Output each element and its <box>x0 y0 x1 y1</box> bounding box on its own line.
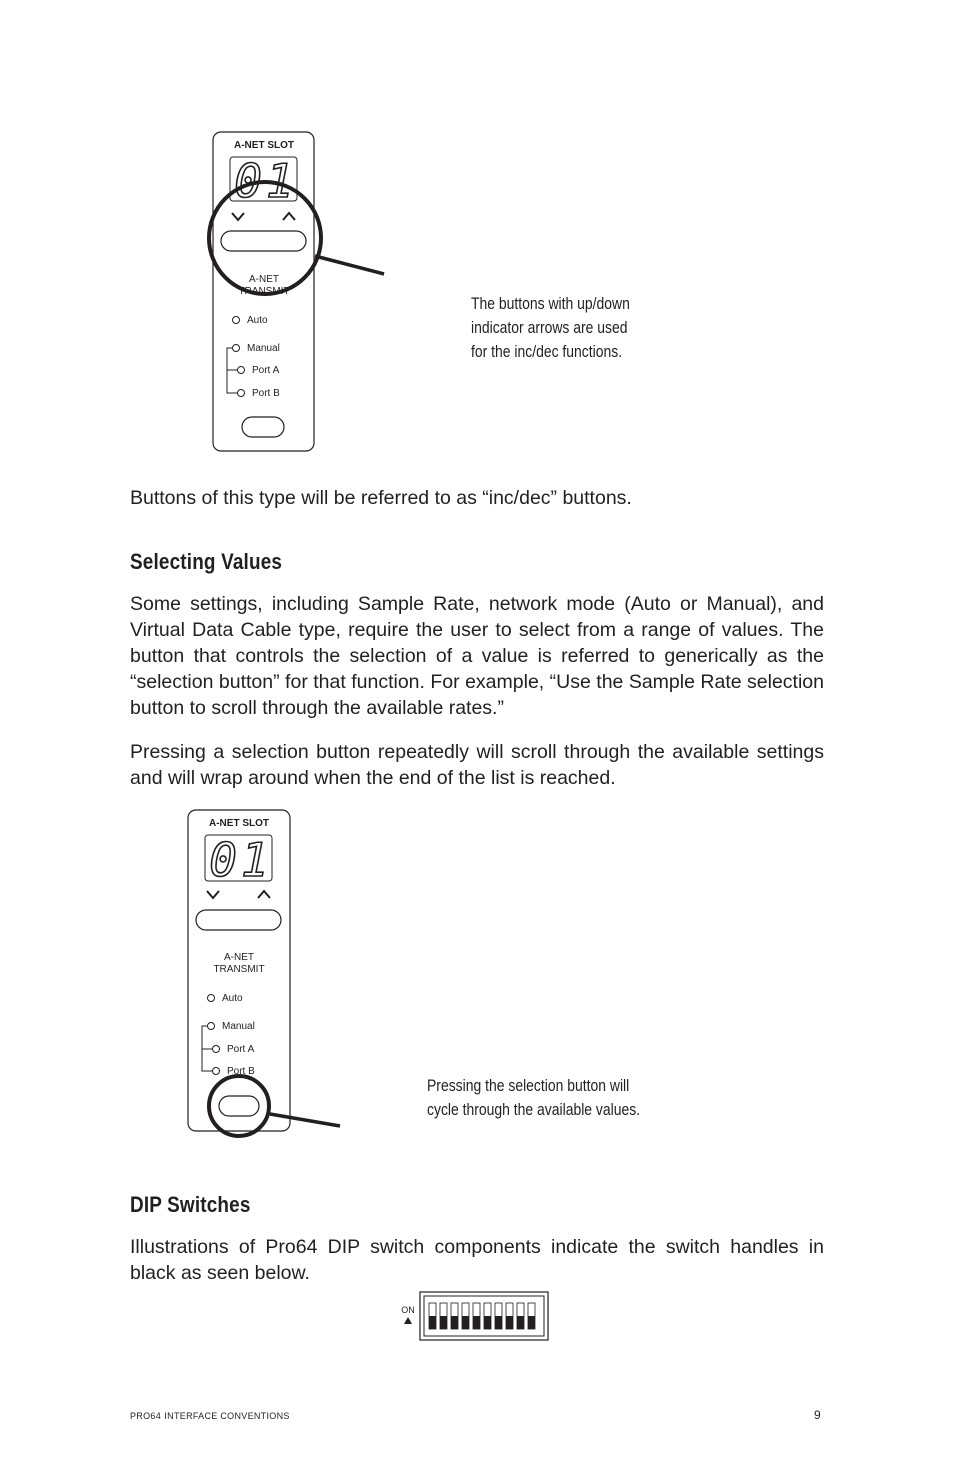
chevron-up-icon <box>258 891 270 898</box>
dip-on-arrow-icon <box>404 1317 412 1324</box>
manual-led-icon <box>233 345 240 352</box>
dip-switch-handle <box>440 1316 447 1329</box>
transmit-label-line1: A-NET <box>249 274 279 285</box>
inc-dec-button <box>196 910 281 930</box>
port-a-label: Port A <box>227 1044 255 1055</box>
selecting-values-paragraph2: Pressing a selection button repeatedly will scroll through the available settings and will wrap around when the end of the list is reached. <box>130 741 824 789</box>
manual-led-icon <box>208 1023 215 1030</box>
transmit-label-line1: A-NET <box>224 952 254 963</box>
dip-on-label: ON <box>401 1305 415 1315</box>
intro-paragraph: Buttons of this type will be referred to as “inc/dec” buttons. <box>130 487 632 509</box>
dip-switch-handle <box>429 1316 436 1329</box>
port-b-led-icon <box>213 1068 220 1075</box>
caption-line: cycle through the available values. <box>427 1100 641 1119</box>
chevron-down-icon <box>232 213 244 220</box>
dip-switch-group <box>429 1303 535 1329</box>
port-bracket <box>227 348 237 393</box>
slot-display-digits: 01 <box>209 833 273 887</box>
chevron-down-icon <box>207 891 219 898</box>
dip-switches-heading: DIP Switches <box>130 1192 251 1217</box>
selecting-values-paragraph1: Some settings, including Sample Rate, network mode (Auto or Manual), and Virtual Data Cable type, require the user to select from a range of values. The button that controls the selection of a value is referred to generically as the “selection button” for that function. For example, “Use the Sample Rate selection button to scroll through the available rates.” <box>130 593 824 719</box>
slot-display-digits: 01 <box>234 154 298 208</box>
inc-dec-button <box>221 231 306 251</box>
transmit-label-line2: TRANSMIT <box>213 964 265 975</box>
callout-line <box>270 1114 340 1126</box>
manual-label: Manual <box>222 1021 255 1032</box>
auto-led-icon <box>233 317 240 324</box>
figure2-caption <box>427 1074 640 1122</box>
figure1-panel-illustration <box>200 125 400 460</box>
port-a-label: Port A <box>252 365 280 376</box>
dip-switch-handle <box>473 1316 480 1329</box>
dip-switch-handle <box>506 1316 513 1329</box>
dip-switch-handle <box>462 1316 469 1329</box>
dip-switch-illustration <box>396 1290 556 1346</box>
dip-switch-handle <box>451 1316 458 1329</box>
dip-switch-handle <box>484 1316 491 1329</box>
figure1-caption <box>471 292 630 364</box>
highlight-circle <box>209 1076 269 1136</box>
port-b-led-icon <box>238 390 245 397</box>
dip-switches-paragraph: Illustrations of Pro64 DIP switch components indicate the switch handles in black as seen below. <box>130 1236 824 1284</box>
slot-label: A-NET SLOT <box>234 140 294 151</box>
caption-line: indicator arrows are used <box>471 318 628 337</box>
dip-switch-handle <box>495 1316 502 1329</box>
auto-label: Auto <box>222 993 243 1004</box>
manual-label: Manual <box>247 343 280 354</box>
callout-line <box>315 256 384 274</box>
caption-line: The buttons with up/down <box>471 294 630 313</box>
dip-switch-handle <box>528 1316 535 1329</box>
caption-line: for the inc/dec functions. <box>471 342 623 361</box>
port-b-label: Port B <box>252 388 280 399</box>
page-number: 9 <box>814 1408 821 1422</box>
chevron-up-icon <box>283 213 295 220</box>
figure2-panel-illustration <box>175 803 375 1143</box>
selection-button <box>242 417 284 437</box>
selecting-values-heading: Selecting Values <box>130 549 283 574</box>
slot-label: A-NET SLOT <box>209 818 269 829</box>
auto-led-icon <box>208 995 215 1002</box>
footer-section: INTERFACE CONVENTIONS <box>164 1411 290 1421</box>
footer-product: PRO64 <box>130 1411 162 1421</box>
port-bracket <box>202 1026 212 1071</box>
transmit-label-line2: TRANSMIT <box>238 286 290 297</box>
caption-line: Pressing the selection button will <box>427 1076 630 1095</box>
footer-title <box>130 1410 290 1422</box>
selection-button <box>219 1096 259 1116</box>
auto-label: Auto <box>247 315 268 326</box>
port-a-led-icon <box>238 367 245 374</box>
port-a-led-icon <box>213 1046 220 1053</box>
port-b-label: Port B <box>227 1066 255 1077</box>
dip-switch-handle <box>517 1316 524 1329</box>
